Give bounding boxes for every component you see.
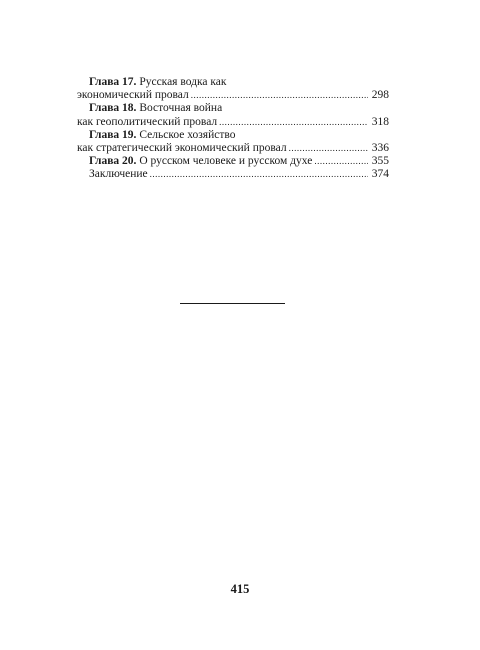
chapter-title-continued: как геополитический провал: [77, 115, 218, 128]
toc-entry-heading-line: [77, 102, 389, 115]
toc-entry-chapter-20[interactable]: [77, 155, 389, 168]
chapter-title-continued: экономический провал: [77, 89, 189, 102]
chapter-title: Русская водка как: [136, 76, 227, 88]
page-number: 355: [371, 155, 389, 168]
dot-leader: [289, 142, 368, 155]
toc-entry-chapter-17[interactable]: [77, 76, 389, 102]
chapter-title: Сельское хозяйство: [136, 128, 236, 141]
toc-entry-title-line: [77, 142, 389, 155]
chapter-label: Глава 17.: [89, 76, 137, 88]
chapter-title: О русском человеке и русском духе: [136, 155, 313, 168]
dot-leader: [219, 116, 368, 129]
page-number: 336: [371, 142, 389, 155]
toc-entry-heading-line: [77, 129, 389, 142]
toc-entry-chapter-18[interactable]: [77, 102, 389, 128]
toc-entry-heading-line: [77, 168, 389, 181]
toc-entry-title-line: [77, 116, 389, 129]
page-number: 374: [371, 168, 389, 181]
toc-entry-conclusion[interactable]: [77, 168, 389, 181]
page-number: 318: [371, 115, 389, 128]
table-of-contents: [77, 76, 389, 182]
chapter-label: Глава 18.: [89, 102, 137, 115]
chapter-title: Восточная война: [136, 102, 223, 115]
horizontal-rule: [180, 303, 285, 304]
toc-entry-title-line: [77, 89, 389, 102]
section-title: Заключение: [89, 168, 148, 181]
toc-entry-chapter-19[interactable]: [77, 129, 389, 155]
dot-leader: [314, 155, 367, 168]
page-number: 298: [371, 89, 389, 102]
toc-entry-heading-line: [77, 155, 389, 168]
chapter-label: Глава 19.: [89, 128, 137, 141]
dot-leader: [150, 168, 368, 181]
chapter-title-continued: как стратегический экономический провал: [77, 142, 287, 155]
page-folio-number: 415: [230, 582, 250, 596]
chapter-label: Глава 20.: [89, 155, 137, 168]
dot-leader: [191, 89, 368, 102]
toc-entry-heading-line: [77, 76, 389, 89]
